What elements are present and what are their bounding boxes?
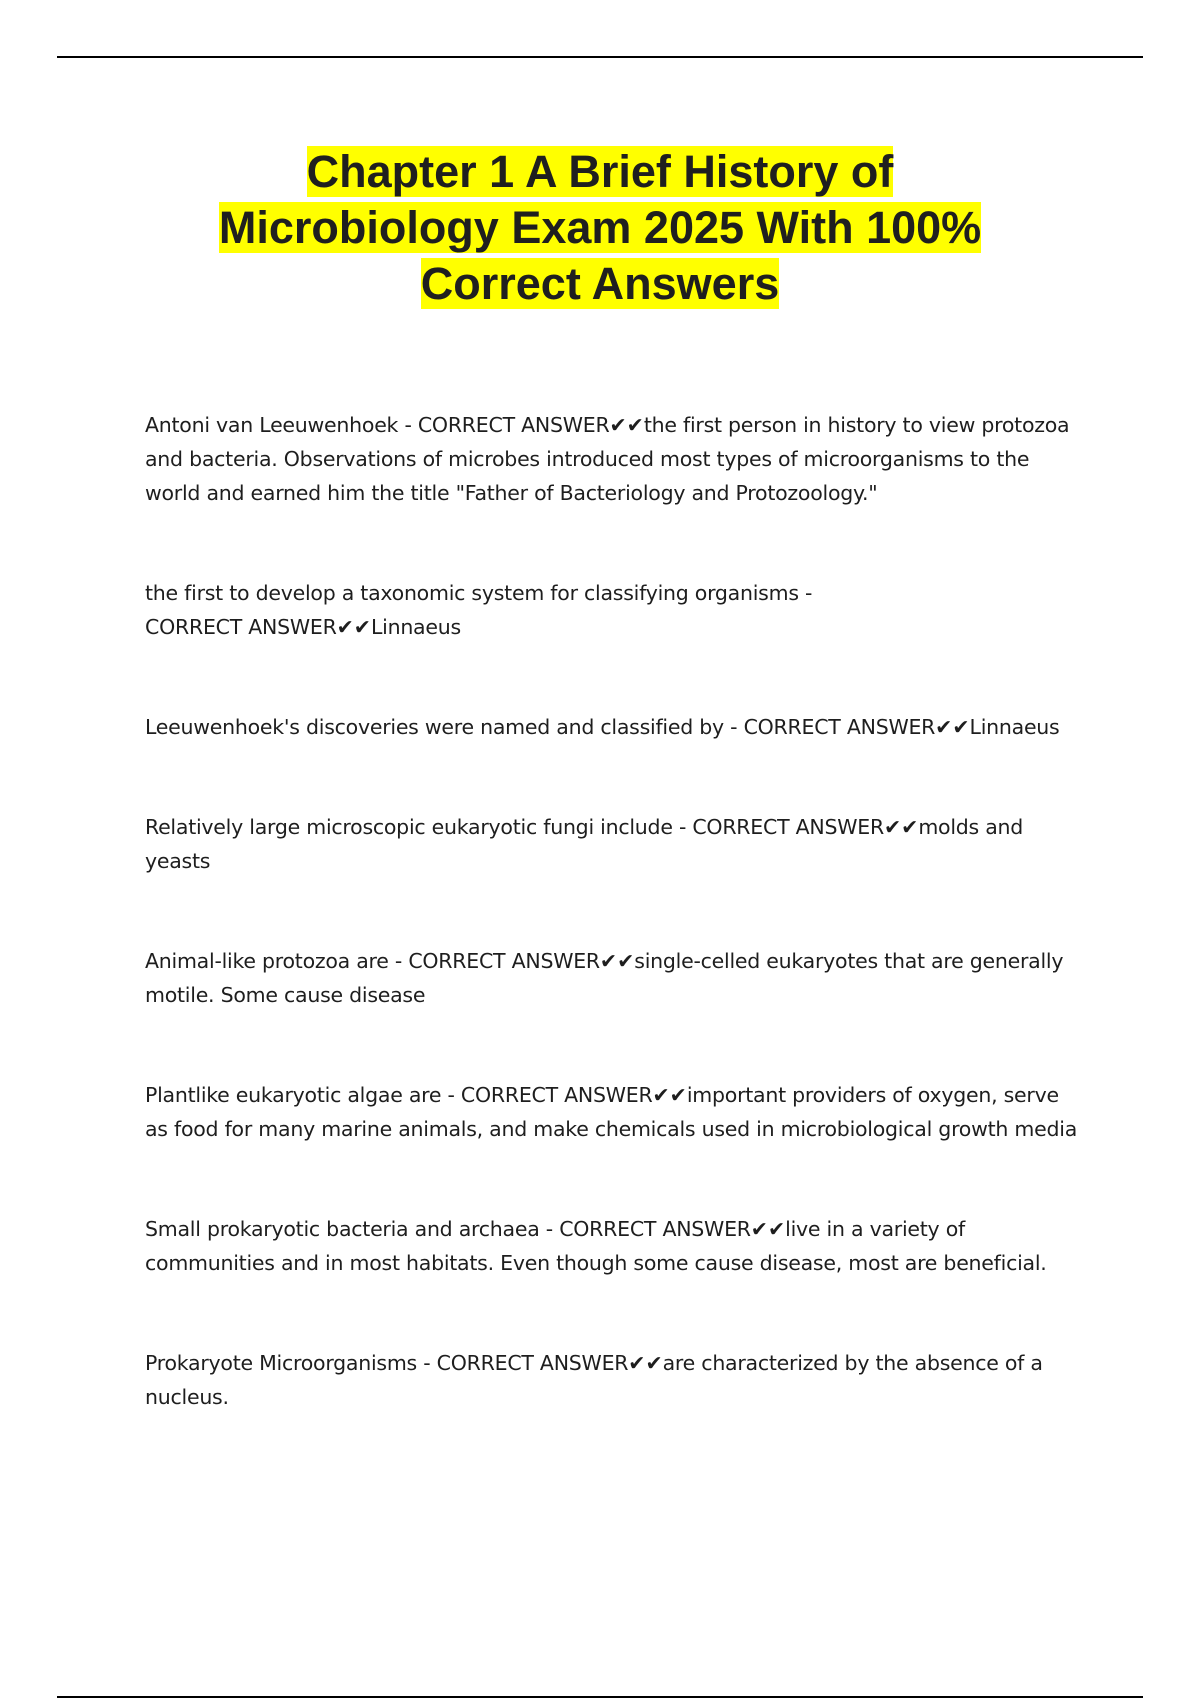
qa-answer: the first person in history to view protozoa and bacteria. Observations of microbes introduced most types of microorganisms to the world and earned him the title "Father of Bacteriology and Protozoology." — [145, 413, 1070, 505]
qa-item — [145, 1078, 1080, 1146]
checkmark-icon: ✔✔ — [599, 949, 635, 973]
checkmark-icon: ✔✔ — [883, 815, 919, 839]
qa-question: Small prokaryotic bacteria and archaea — [145, 1217, 540, 1241]
qa-answer: Linnaeus — [969, 715, 1060, 739]
qa-separator: - CORRECT ANSWER — [672, 815, 884, 839]
qa-answer: single-celled eukaryotes that are generally motile. Some cause disease — [145, 949, 1064, 1007]
qa-question: Relatively large microscopic eukaryotic fungi include — [145, 815, 673, 839]
qa-separator: - CORRECT ANSWER — [539, 1217, 751, 1241]
qa-item — [145, 1346, 1080, 1414]
qa-item — [145, 576, 905, 644]
checkmark-icon: ✔✔ — [935, 715, 970, 739]
bottom-divider — [57, 1696, 1143, 1698]
title-line-2: Microbiology Exam 2025 With 100% — [218, 202, 982, 253]
qa-answer: molds and yeasts — [145, 815, 1024, 873]
title-line-3: Correct Answers — [420, 258, 780, 309]
qa-separator: - CORRECT ANSWER — [723, 715, 936, 739]
qa-question: Antoni van Leeuwenhoek — [145, 413, 399, 437]
qa-answer: important providers of oxygen, serve as food for many marine animals, and make chemicals used in microbiological growth media — [145, 1083, 1078, 1141]
qa-item — [145, 1212, 1080, 1280]
top-divider — [57, 56, 1143, 58]
qa-question: Prokaryote Microorganisms — [145, 1351, 417, 1375]
qa-separator: - CORRECT ANSWER — [388, 949, 600, 973]
qa-separator: - CORRECT ANSWER — [441, 1083, 653, 1107]
document-title — [100, 144, 1100, 312]
qa-separator: - CORRECT ANSWER — [145, 581, 813, 639]
qa-question: Animal-like protozoa are — [145, 949, 389, 973]
checkmark-icon: ✔✔ — [336, 615, 371, 639]
checkmark-icon: ✔✔ — [628, 1351, 663, 1375]
qa-question: Plantlike eukaryotic algae are — [145, 1083, 442, 1107]
qa-question: Leeuwenhoek's discoveries were named and classified by — [145, 715, 724, 739]
checkmark-icon: ✔✔ — [750, 1217, 786, 1241]
qa-item — [145, 944, 1080, 1012]
qa-answer: are characterized by the absence of a nucleus. — [145, 1351, 1043, 1409]
page-title — [100, 144, 1100, 312]
qa-question: the first to develop a taxonomic system for classifying organisms — [145, 581, 799, 605]
qa-answer: Linnaeus — [370, 615, 461, 639]
qa-separator: - CORRECT ANSWER — [398, 413, 610, 437]
title-line-1: Chapter 1 A Brief History of — [306, 146, 894, 197]
qa-separator: - CORRECT ANSWER — [417, 1351, 629, 1375]
qa-item — [145, 810, 1080, 878]
qa-item — [145, 710, 1080, 744]
qa-list — [145, 408, 1080, 1414]
checkmark-icon: ✔✔ — [652, 1083, 687, 1107]
checkmark-icon: ✔✔ — [609, 413, 644, 437]
qa-item — [145, 408, 1080, 510]
qa-answer: live in a variety of communities and in most habitats. Even though some cause disease, most are beneficial. — [145, 1217, 1047, 1275]
